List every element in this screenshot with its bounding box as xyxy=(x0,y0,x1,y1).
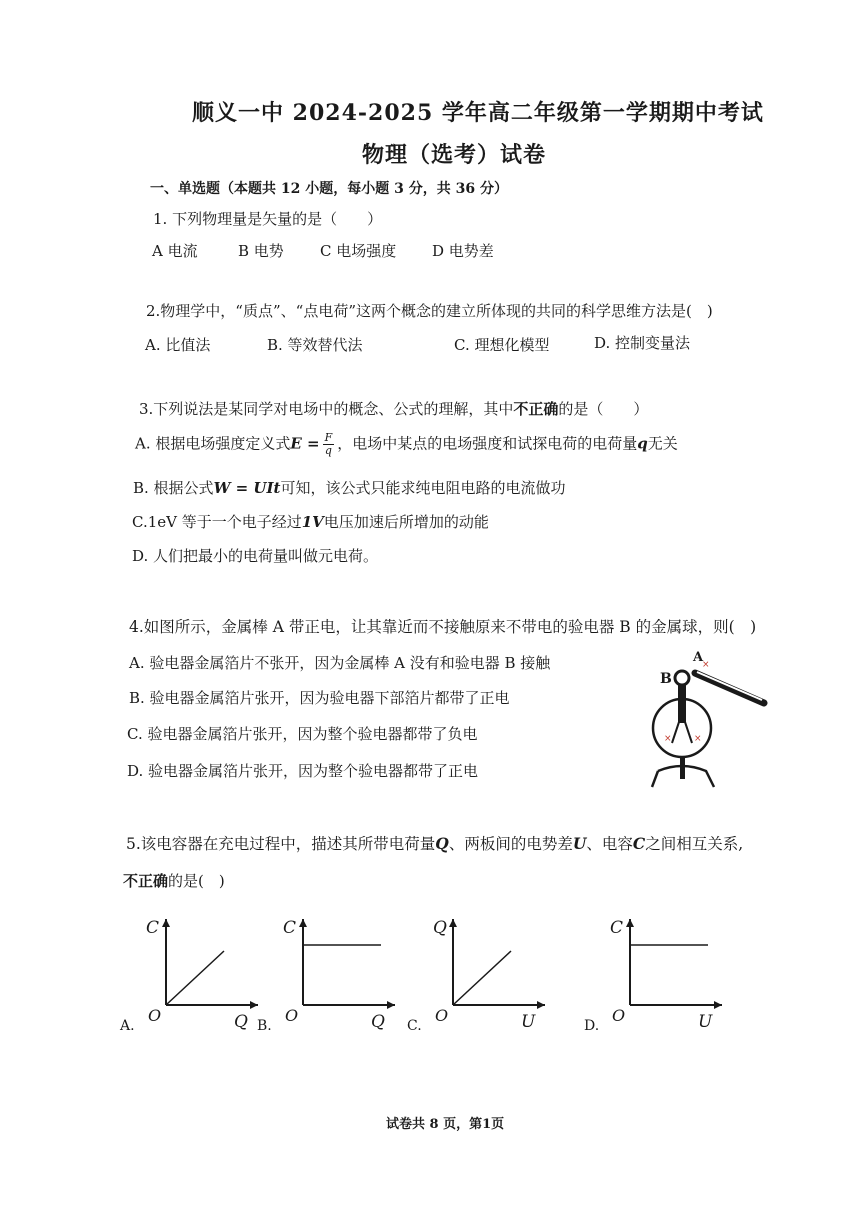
series-line xyxy=(166,951,224,1005)
fraction-numerator: F xyxy=(324,431,333,444)
q3-stem-post: 的是（ ） xyxy=(558,400,649,418)
option-label: C. xyxy=(407,1018,422,1034)
q5-stem-pre: 5.该电容器在充电过程中，描述其所带电荷量 xyxy=(126,835,436,853)
option-label: D. xyxy=(584,1018,600,1034)
y-axis-label: Q xyxy=(433,918,447,938)
q1-option-d: D 电势差 xyxy=(432,242,494,260)
q5-graph-c xyxy=(405,905,555,1035)
q5-stem-line2 xyxy=(123,870,225,891)
q3-option-a-fraction xyxy=(323,432,335,457)
q3-option-c-post: 电压加速后所增加的动能 xyxy=(323,513,489,531)
y-axis-arrow xyxy=(299,919,307,927)
origin-label: O xyxy=(612,1006,626,1025)
page-footer: 试卷共 8 页，第1页 xyxy=(386,1117,505,1132)
q2-option-c: C. 理想化模型 xyxy=(454,336,550,354)
q3-option-c-pre: C.1eV 等于一个电子经过 xyxy=(132,513,302,531)
metal-ball xyxy=(675,671,689,685)
q5-stem-mid1: 、两板间的电势差 xyxy=(448,835,573,853)
q2-option-d: D. 控制变量法 xyxy=(594,334,691,352)
series-line xyxy=(453,951,511,1005)
x-axis-arrow xyxy=(714,1001,722,1009)
stand-base-right xyxy=(658,766,714,787)
q2-option-b: B. 等效替代法 xyxy=(267,336,363,354)
option-label: A. xyxy=(120,1018,135,1034)
origin-label: O xyxy=(148,1006,162,1025)
electroscope-stem xyxy=(678,685,686,723)
ball-label-b: B xyxy=(660,671,672,687)
q3-option-a-q: q xyxy=(637,434,648,453)
q5-stem-emphasis: 不正确 xyxy=(123,872,169,890)
q1-option-a: A 电流 xyxy=(152,242,198,260)
q4-stem: 4.如图所示，金属棒 A 带正电，让其靠近而不接触原来不带电的验电器 B 的金属球，则( ) xyxy=(129,618,757,636)
q3-option-c xyxy=(132,511,489,532)
q5-symbol-c: C xyxy=(632,834,646,853)
rod-label-a: A xyxy=(693,650,704,665)
q3-option-a xyxy=(135,432,678,457)
fraction-denominator: q xyxy=(324,444,332,457)
foil-leaf-right xyxy=(684,719,692,743)
stand-pole xyxy=(680,757,685,779)
q3-option-d: D. 人们把最小的电荷量叫做元电荷。 xyxy=(132,547,379,565)
q5-stem xyxy=(126,832,743,854)
x-axis-label: Q xyxy=(371,1012,385,1032)
q4-option-b: B. 验电器金属箔片张开，因为验电器下部箔片都带了正电 xyxy=(129,689,510,707)
q3-option-b-formula: W = UIt xyxy=(213,479,281,497)
q3-option-b xyxy=(133,477,565,498)
metal-rod-highlight xyxy=(697,672,762,700)
q3-option-a-pre: A. 根据电场强度定义式 xyxy=(135,434,291,453)
x-axis-arrow xyxy=(387,1001,395,1009)
y-axis-label: C xyxy=(146,918,160,938)
electroscope-figure xyxy=(640,645,780,795)
x-axis-label: U xyxy=(521,1012,536,1032)
q1-option-c: C 电场强度 xyxy=(320,242,397,260)
leaf-charge-mark-left: × xyxy=(664,734,672,744)
q2-stem: 2.物理学中，“质点”、“点电荷”这两个概念的建立所体现的共同的科学思维方法是( ) xyxy=(146,302,713,320)
q4-option-a: A. 验电器金属箔片不张开，因为金属棒 A 没有和验电器 B 接触 xyxy=(129,654,551,672)
option-label: B. xyxy=(257,1018,272,1034)
q5-graph-d xyxy=(582,905,732,1035)
y-axis-label: C xyxy=(283,918,297,938)
exam-title: 顺义一中 2024-2025 学年高二年级第一学期期中考试 xyxy=(192,100,764,126)
x-axis-arrow xyxy=(537,1001,545,1009)
y-axis-label: C xyxy=(610,918,624,938)
x-axis-label: Q xyxy=(234,1012,248,1032)
q5-symbol-u: U xyxy=(572,834,587,853)
stand-base-left xyxy=(652,771,658,787)
q3-stem-emphasis: 不正确 xyxy=(513,400,559,418)
x-axis-label: U xyxy=(698,1012,713,1032)
q3-option-a-end: 无关 xyxy=(647,434,678,453)
q3-option-a-lhs: E = xyxy=(290,434,320,453)
q5-graph-b xyxy=(255,905,405,1035)
q1-option-b: B 电势 xyxy=(238,242,284,260)
origin-label: O xyxy=(285,1006,299,1025)
q5-graph-a xyxy=(118,905,268,1035)
y-axis-arrow xyxy=(626,919,634,927)
q3-option-a-post: ，电场中某点的电场强度和试探电荷的电荷量 xyxy=(337,434,638,453)
q3-option-b-pre: B. 根据公式 xyxy=(133,479,214,497)
y-axis-arrow xyxy=(449,919,457,927)
origin-label: O xyxy=(435,1006,449,1025)
q3-option-c-voltage: 1V xyxy=(301,513,324,531)
q4-option-d: D. 验电器金属箔片张开，因为整个验电器都带了正电 xyxy=(127,762,479,780)
q5-stem-post: 之间相互关系, xyxy=(645,835,744,853)
metal-rod xyxy=(695,673,764,703)
q4-option-c: C. 验电器金属箔片张开，因为整个验电器都带了负电 xyxy=(127,725,478,743)
y-axis-arrow xyxy=(162,919,170,927)
rod-charge-mark: × xyxy=(702,660,710,670)
q3-stem xyxy=(139,398,648,419)
q5-symbol-q: Q xyxy=(435,834,449,853)
q5-stem-mid2: 、电容 xyxy=(586,835,633,853)
foil-leaf-left xyxy=(672,719,680,743)
q3-option-b-post: 可知，该公式只能求纯电阻电路的电流做功 xyxy=(280,479,566,497)
q5-stem-end: 的是( ) xyxy=(168,872,225,890)
q1-stem: 1. 下列物理量是矢量的是（ ） xyxy=(153,210,383,228)
q2-option-a: A. 比值法 xyxy=(145,336,211,354)
q3-stem-pre: 3.下列说法是某同学对电场中的概念、公式的理解，其中 xyxy=(139,400,514,418)
exam-subtitle: 物理（选考）试卷 xyxy=(362,142,547,168)
leaf-charge-mark-right: × xyxy=(694,734,702,744)
section-heading: 一、单选题（本题共 12 小题，每小题 3 分，共 36 分） xyxy=(150,181,508,197)
